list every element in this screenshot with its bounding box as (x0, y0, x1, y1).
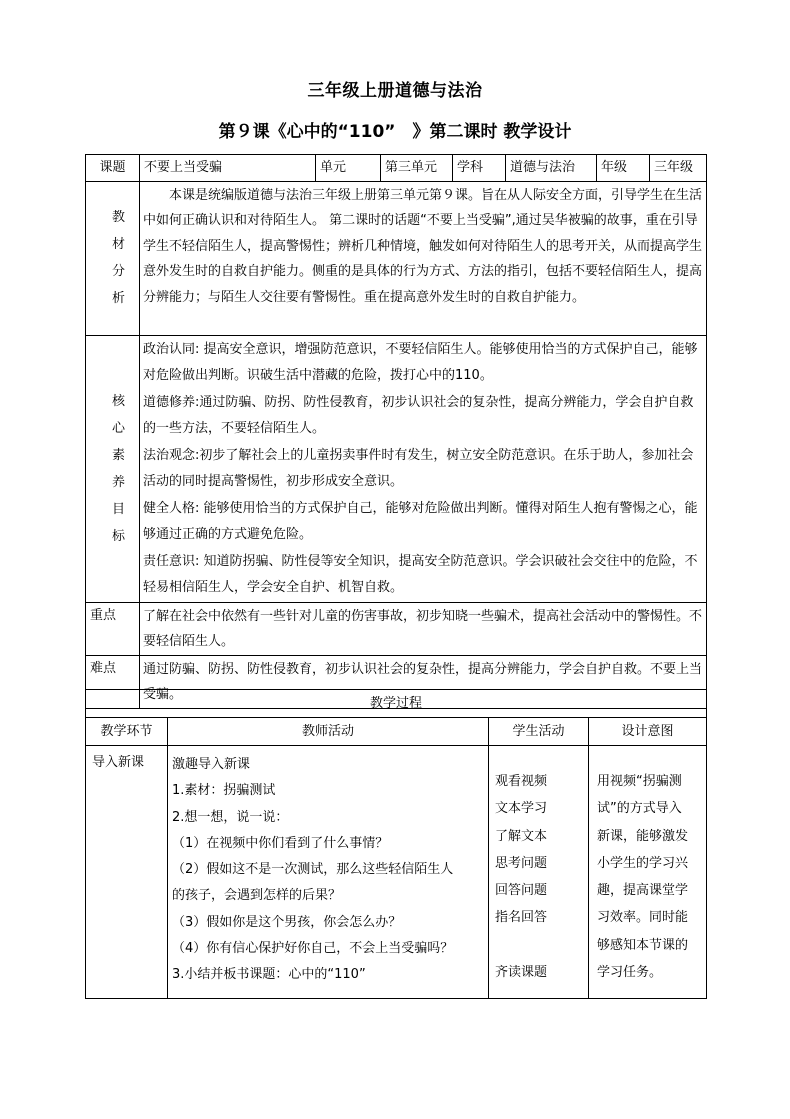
literacy-label-char: 心 (111, 420, 137, 436)
lesson-info-table (85, 154, 707, 709)
col-student-header: 学生活动 (489, 718, 589, 746)
analysis-label-char: 分 (111, 264, 137, 279)
literacy-label-char: 核 (111, 393, 137, 409)
student-line: 指名回答 (495, 910, 548, 926)
student-line: 回答问题 (495, 883, 548, 899)
col-stage-header: 教学环节 (86, 718, 168, 746)
col-teacher-header: 教师活动 (168, 718, 489, 746)
stage-intro: 导入新课 (86, 746, 168, 999)
difficulty-label: 难点 (86, 655, 140, 708)
design-intent (589, 746, 707, 999)
topic-value: 不要上当受骗 (140, 155, 316, 182)
intent-line: 小学生的学习兴 (597, 855, 689, 871)
student-line: 文本学习 (495, 801, 548, 817)
difficulty-text: 通过防骗、防拐、防性侵教育，初步认识社会的复杂性，提高分辨能力，学会自护自救。不要上当受骗。 (140, 655, 707, 708)
analysis-label-char: 教 (111, 210, 137, 225)
analysis-label (86, 181, 140, 335)
grade-value: 三年级 (650, 155, 707, 182)
literacy-label (86, 335, 140, 602)
intent-line: 用视频“拐骗测 (597, 774, 682, 789)
analysis-label-char: 材 (111, 237, 137, 252)
topic-label: 课题 (86, 155, 140, 182)
document-title: 三年级上册道德与法治 (307, 81, 483, 101)
student-line: 了解文本 (495, 828, 548, 844)
teacher-line: （3）假如你是这个男孩，你会怎么办？ (172, 914, 402, 930)
goal-political: 政治认同: 提高安全意识，增强防范意识，不要轻信陌生人。能够使用恰当的方式保护自己，能够对危险做出判断。识破生活中潜藏的危险，拨打心中的110。 (143, 341, 698, 383)
intent-line: 习效率。同时能 (597, 910, 689, 926)
literacy-label-char: 目 (111, 501, 137, 517)
literacy-label-char: 养 (111, 474, 137, 490)
grade-label: 年级 (597, 155, 650, 182)
student-line: 观看视频 (495, 774, 548, 789)
teaching-process-table (85, 689, 707, 999)
teacher-line: 激趣导入新课 (172, 757, 251, 772)
document-subtitle: 第９课《心中的“110” 》第二课时 教学设计 (218, 122, 572, 142)
student-line: 齐读课题 (495, 964, 548, 980)
key-point-label: 重点 (86, 602, 140, 655)
analysis-text: 本课是统编版道德与法治三年级上册第三单元第９课。旨在从人际安全方面，引导学生在生活中如何正确认识和对待陌生人。 第二课时的话题“不要上当受骗”,通过吴华被骗的故事，重在引导学生不轻信陌生人，提高警惕性；辨析几种情境，触发如何对待陌生人的思考开关，从而提高学生意外发生时的自救自护能力。侧重的是具体的行为方式、方法的指引，包括不要轻信陌生人，提高分辨能力；与陌生人交往要有警惕性。重在提高意外发生时的自救自护能力。 (140, 181, 707, 335)
teacher-line: 2.想一想，说一说： (172, 809, 289, 825)
intent-line: 够感知本节课的 (597, 937, 689, 953)
unit-value: 第三单元 (381, 155, 453, 182)
student-line: 思考问题 (495, 855, 548, 871)
intent-line: 试”的方式导入 (597, 801, 682, 817)
process-header: 教学过程 (86, 690, 707, 718)
teacher-line: （4）你有信心保护好你自己，不会上当受骗吗？ (172, 941, 454, 957)
intent-line: 趣，提高课堂学 (597, 883, 689, 899)
goal-personality: 健全人格: 能够使用恰当的方式保护自己，能够对危险做出判断。懂得对陌生人抱有警惕之心，能够通过正确的方式避免危险。 (143, 500, 698, 542)
teacher-line: 的孩子，会遇到怎样的后果？ (172, 888, 342, 904)
intent-line: 新课，能够激发 (597, 828, 689, 844)
literacy-label-char: 素 (111, 447, 137, 463)
literacy-label-char: 标 (111, 528, 137, 544)
goal-law: 法治观念:初步了解社会上的儿童拐卖事件时有发生，树立安全防范意识。在乐于助人，参加社会活动的同时提高警惕性，初步形成安全意识。 (143, 447, 694, 489)
teacher-line: 1.素材：拐骗测试 (172, 783, 276, 799)
analysis-label-char: 析 (111, 291, 137, 306)
teacher-activity (168, 746, 489, 999)
key-point-text: 了解在社会中依然有一些针对儿童的伤害事故，初步知晓一些骗术，提高社会活动中的警惕性。不要轻信陌生人。 (140, 602, 707, 655)
subject-value: 道德与法治 (506, 155, 597, 182)
teacher-line: （2）假如这不是一次测试，那么这些轻信陌生人 (172, 862, 454, 878)
teacher-line: （1）在视频中你们看到了什么事情？ (172, 835, 389, 851)
intent-line: 学习任务。 (597, 965, 663, 981)
goal-responsibility: 责任意识: 知道防拐骗、防性侵等安全知识，提高安全防范意识。学会识破社会交往中的危险，不轻易相信陌生人，学会安全自护、机智自救。 (143, 553, 698, 595)
teacher-line: 3.小结并板书课题：心中的“110” (172, 967, 366, 983)
col-intent-header: 设计意图 (589, 718, 707, 746)
goal-moral: 道德修养:通过防骗、防拐、防性侵教育，初步认识社会的复杂性，提高分辨能力，学会自护自救的一些方法，不要轻信陌生人。 (143, 394, 694, 436)
subject-label: 学科 (453, 155, 506, 182)
student-activity (489, 746, 589, 999)
student-line (495, 932, 584, 959)
literacy-goals (140, 335, 707, 602)
unit-label: 单元 (316, 155, 381, 182)
